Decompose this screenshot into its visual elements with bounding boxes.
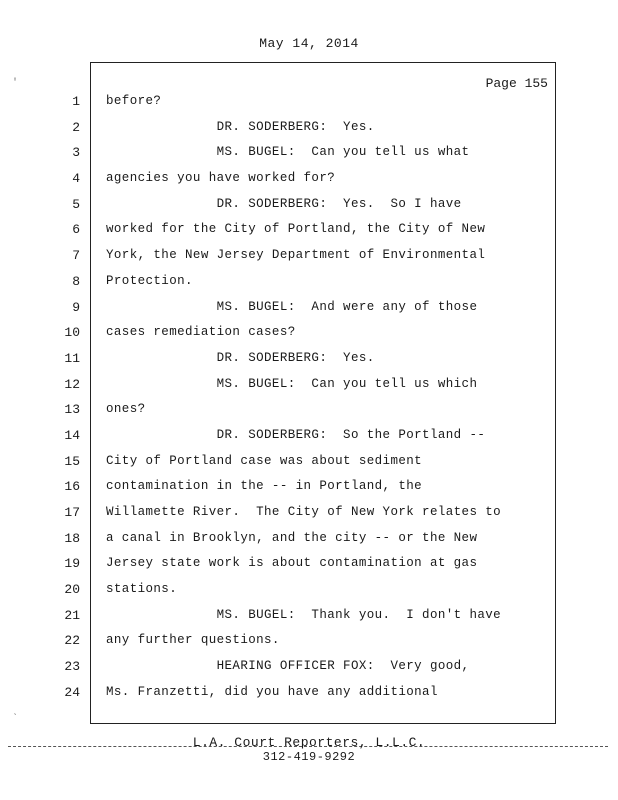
transcript-line (0, 248, 618, 274)
line-number: 16 (64, 479, 80, 495)
transcript-line (0, 145, 618, 171)
line-text: DR. SODERBERG: So the Portland -- (106, 427, 486, 442)
line-text: MS. BUGEL: And were any of those (106, 299, 478, 314)
transcript-line (0, 222, 618, 248)
transcript-line (0, 556, 618, 582)
line-text: MS. BUGEL: Can you tell us which (106, 376, 478, 391)
transcript-line (0, 454, 618, 480)
line-number: 13 (64, 402, 80, 418)
line-text: Willamette River. The City of New York relates to (106, 505, 502, 519)
page-number: Page 155 (485, 76, 548, 91)
line-text: DR. SODERBERG: Yes. (106, 350, 375, 365)
transcript-line (0, 633, 618, 659)
transcript-line (0, 377, 618, 403)
line-text: contamination in the -- in Portland, the (106, 479, 423, 494)
scan-speck: ˎ (12, 706, 19, 717)
line-number: 4 (72, 171, 80, 187)
line-number: 1 (72, 94, 80, 109)
transcript-date: May 14, 2014 (259, 36, 359, 51)
line-number: 5 (72, 196, 80, 212)
line-number: 6 (72, 222, 80, 238)
transcript-line (0, 120, 618, 146)
line-number: 11 (64, 350, 80, 366)
transcript-line (0, 428, 618, 454)
line-text: York, the New Jersey Department of Environmental (106, 248, 486, 263)
transcript-line (0, 479, 618, 505)
scan-speck: ′ (12, 78, 19, 89)
transcript-line (0, 351, 618, 377)
line-text: a canal in Brooklyn, and the city -- or the New (106, 530, 478, 545)
transcript-line (0, 582, 618, 608)
line-number: 21 (64, 607, 80, 623)
line-number: 12 (64, 376, 80, 392)
line-text: Protection. (106, 273, 193, 288)
line-text: MS. BUGEL: Thank you. I don't have (106, 607, 502, 622)
transcript-line (0, 171, 618, 197)
transcript-line (0, 94, 618, 120)
line-number: 24 (64, 684, 80, 700)
court-reporter-phone: 312-419-9292 (262, 750, 356, 764)
line-number: 18 (64, 530, 80, 546)
line-text: worked for the City of Portland, the City of New (106, 222, 486, 237)
transcript-line (0, 608, 618, 634)
line-text: MS. BUGEL: Can you tell us what (106, 145, 470, 160)
line-text: cases remediation cases? (106, 325, 296, 340)
transcript-line (0, 402, 618, 428)
line-number: 2 (72, 119, 80, 135)
line-number: 15 (64, 453, 80, 469)
line-number: 20 (64, 582, 80, 598)
transcript-line (0, 531, 618, 557)
line-number: 10 (64, 325, 80, 341)
line-text: before? (106, 94, 162, 108)
transcript-line (0, 659, 618, 685)
line-number: 22 (64, 633, 80, 649)
line-number: 3 (72, 145, 80, 161)
line-number: 19 (64, 556, 80, 572)
line-text: Ms. Franzetti, did you have any additional (106, 684, 438, 699)
transcript-line (0, 197, 618, 223)
line-text: any further questions. (106, 633, 280, 648)
transcript-line (0, 274, 618, 300)
line-number: 23 (64, 659, 80, 675)
transcript-line (0, 300, 618, 326)
line-text: agencies you have worked for? (106, 171, 336, 186)
line-text: HEARING OFFICER FOX: Very good, (106, 659, 470, 674)
line-number: 17 (64, 505, 80, 520)
line-number: 8 (72, 273, 80, 289)
line-text: City of Portland case was about sediment (106, 453, 423, 468)
transcript-line (0, 685, 618, 711)
line-number: 7 (72, 248, 80, 264)
line-text: stations. (106, 582, 178, 597)
line-number: 14 (64, 427, 80, 443)
transcript-line (0, 505, 618, 531)
line-text: DR. SODERBERG: Yes. (106, 119, 375, 134)
line-text: ones? (106, 402, 146, 417)
transcript-line (0, 325, 618, 351)
line-text: DR. SODERBERG: Yes. So I have (106, 196, 462, 211)
transcript-lines (0, 94, 618, 711)
line-number: 9 (72, 299, 80, 315)
line-text: Jersey state work is about contamination at gas (106, 556, 478, 571)
court-reporter-name: L.A. Court Reporters, L.L.C. (192, 735, 426, 750)
